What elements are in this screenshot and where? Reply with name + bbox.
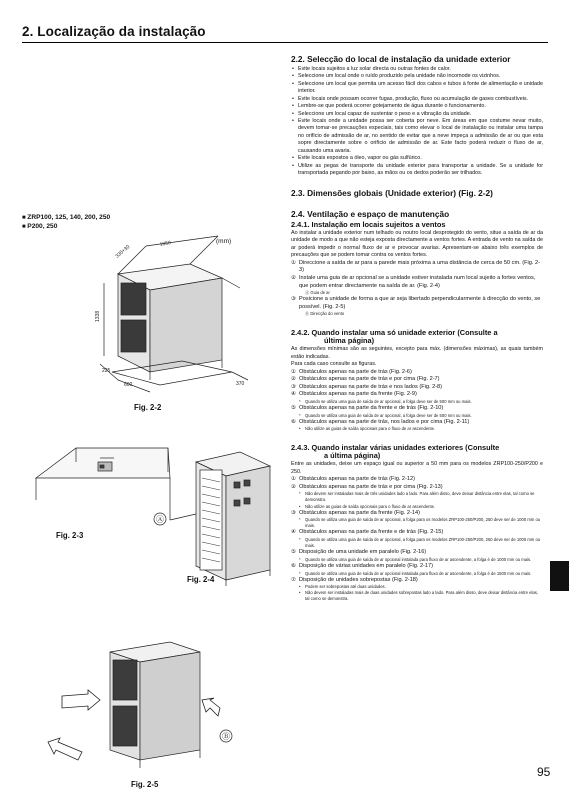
model-line-2: ■ P200, 250: [22, 223, 110, 232]
heading-2-4: 2.4. Ventilação e espaço de manutenção: [291, 209, 450, 220]
figure-caption-2-5: Fig. 2-5: [131, 780, 159, 789]
list-item: ③ Obstáculos apenas na parte da frente (Fig. 2-14): [291, 509, 420, 516]
list-item: ③ Posicione a unidade de forma a que ar seja libertado perpendicularmente à direcção do vento, se possível. (Fig. 2-5): [291, 296, 541, 310]
note: * Quando se utiliza uma guia de saída de ar opcional instalada para fluxo de ar ascendente, a folga é de 1000 mm ou mais.: [291, 557, 543, 563]
note-wind-direction: Ⓑ Direcção do vento: [305, 311, 345, 317]
note: * Quando se utiliza uma guia de saída de ar opcional, a folga deve ser de 500 mm ou mais.: [291, 399, 543, 405]
fig-2-5-wind-drawing: [110, 642, 200, 768]
heading-2-2: 2.2. Selecção do local de instalação da unidade exterior: [291, 54, 511, 64]
paragraph-2-4-1: Ao instalar a unidade exterior num telhado ou noutro local desprotegido do vento, situe a saída de ar da unidade de modo a que não esteja exposta directamente a ventos fortes. A entrada de vento na saída de ar poderá impedir o normal fluxo de ar e provocar avarias. Apresentam-se abaixo três exemplos de precauções que se podem tomar contra os ventos fortes.: [291, 230, 543, 259]
heading-2-4-2: 2.4.2. Quando instalar uma só unidade exterior (Consulte a última página): [291, 327, 498, 346]
dim-width-label: 1050: [159, 240, 172, 248]
dim-370-label: 370: [236, 381, 245, 387]
list-2-4-2: [291, 369, 543, 399]
list-item: ④ Obstáculos apenas na parte da frente (Fig. 2-9): [291, 391, 417, 398]
model-line-1: ■ ZRP100, 125, 140, 200, 250: [22, 214, 110, 223]
fig-2-2-unit-drawing: [100, 236, 248, 392]
list-item: • Evite locais expostos a óleo, vapor ou gás sulfúrico.: [291, 155, 543, 162]
list-item: ② Obstáculos apenas na parte de trás e por cima (Fig. 2-13): [291, 483, 443, 490]
figure-caption-2-2: Fig. 2-2: [134, 403, 162, 412]
list-2-4-1: [291, 260, 543, 290]
list-item: • Evite locais onde a unidade possa ser coberta por neve. Em áreas em que costume nevar muito, devem tomar-se precauções especiais, tais como elevar o local de instalação ou instalar uma tampa no orifício de admissão de ar, no sentido de evitar que a neve impeça a admissão de ar ou que esta sopre directamente sobre o orifício de admissão de ar. Este facto poderá reduzir o fluxo de ar, causando uma avaria.: [291, 118, 543, 155]
list-item: ⑤ Obstáculos apenas na parte da frente e de trás (Fig. 2-10): [291, 405, 444, 412]
language-tab-marker: [550, 561, 569, 591]
page-title: 2. Localização da instalação: [22, 24, 206, 39]
list-item: • Seleccione um local que permita um acesso fácil dos cabos e tubos à fonte de alimentação e unidade interior.: [291, 81, 543, 96]
heading-2-3: 2.3. Dimensões globais (Unidade exterior) (Fig. 2-2): [291, 187, 493, 198]
list-item: ③ Obstáculos apenas na parte de trás e nos lados (Fig. 2-8): [291, 383, 443, 390]
note: • Podem ser sobrepostas até duas unidades.: [291, 584, 543, 590]
list-item: ① Obstáculos apenas na parte de trás (Fig. 2-12): [291, 476, 415, 483]
fig-2-3-rooftop-drawing: [36, 448, 170, 520]
label-b: Ⓑ: [222, 732, 230, 741]
list-item: ⑤ Disposição de uma unidade em paralelo (Fig. 2-16): [291, 549, 427, 556]
unit-label: (mm): [216, 238, 232, 245]
note-air-guide: Ⓐ Guia de ar: [305, 290, 330, 296]
dim-height-label: 1338: [95, 310, 101, 322]
list-item: ② Instale uma guia de ar opcional se a unidade estiver instalada num local sujeito a fortes ventos, que podem entrar directamente na saída de ar. (Fig. 2-4): [291, 275, 536, 289]
text-column: [291, 55, 543, 602]
page-number: 95: [537, 765, 551, 779]
paragraph-2-4-3: Entre as unidades, deixe um espaço igual ou superior a 50 mm para os modelos ZRP100-250/P200 e 250.: [291, 461, 543, 475]
dim-600-label: 600: [124, 382, 133, 388]
list-item: ① Obstáculos apenas na parte de trás (Fig. 2-6): [291, 368, 412, 375]
list-item: • Lembre-se que poderá ocorrer gotejamento de água durante o funcionamento.: [291, 103, 543, 110]
note: * Quando se utiliza uma guia de saída de ar opcional, a folga para os modelos ZRP100-250/P200, 250 deve ser de 1000 mm ou mais.: [291, 537, 543, 549]
list-2-2: [291, 66, 543, 178]
heading-2-4-1: 2.4.1. Instalação em locais sujeitos a ventos: [291, 220, 446, 230]
dim-225-label: 225: [102, 368, 111, 374]
note: • Não utilize as guias de saída opcionais para o fluxo de ar ascendente.: [291, 504, 543, 510]
note: • Não devem ser instaladas mais de duas unidades sobrepostas lado a lado. Para além disso, deve deixar distância entre elas, tal como se demonstra.: [291, 590, 543, 602]
figure-caption-2-4: Fig. 2-4: [187, 575, 215, 584]
paragraph-2-4-2: As dimensões mínimas são as seguintes, excepto para máx. (dimensões máximas), as quais também estão indicadas.: [291, 346, 543, 360]
list-item: ① Direccione a saída de ar para a parede mais próxima a uma distância de cerca de 50 cm. (Fig. 2-3): [291, 259, 540, 274]
list-item: • Evite locais sujeitos a luz solar directa ou outras fontes de calor.: [291, 66, 543, 73]
note: * Quando se utiliza uma guia de saída de ar opcional, a folga deve ser de 500 mm ou mais.: [291, 413, 543, 419]
dim-top-label: 330+30: [114, 244, 132, 260]
list-item: ⑥ Disposição de várias unidades em paralelo (Fig. 2-17): [291, 562, 434, 569]
note: * Não devem ser instaladas mais de três unidades lado a lado. Para além disso, deve deixar distância entre elas, tal como se demonstra.: [291, 491, 543, 503]
heading-2-4-3: 2.4.3. Quando instalar várias unidades exteriores (Consulte a última página): [291, 442, 500, 461]
note: * Quando se utiliza uma guia de saída de ar opcional instalada para fluxo de ar ascendente, a folga é de 1500 mm ou mais.: [291, 571, 543, 577]
paragraph-2-4-2-b: Para cada caso consulte as figuras.: [291, 361, 377, 368]
list-item: ⑦ Disposição de unidades sobrepostas (Fig. 2-18): [291, 576, 418, 583]
label-a: Ⓐ: [156, 515, 164, 524]
list-item: ⑥ Obstáculos apenas na parte de trás, nos lados e por cima (Fig. 2-11): [291, 418, 470, 425]
list-item: • Evite locais onde possam ocorrer fugas, produção, fluxo ou acumulação de gases combustíveis.: [291, 96, 543, 103]
note: • Não utilize as guias de saída opcionais para o fluxo de ar ascendente.: [291, 426, 543, 432]
note: * Quando se utiliza uma guia de saída de ar opcional, a folga para os modelos ZRP100-250/P200, 250 deve ser de 1000 mm ou mais.: [291, 517, 543, 529]
list-item: • Utilize as pegas de transporte da unidade exterior para transportar a unidade. Se a unidade for transportada pegando por baixo, as mãos ou os dedos poderão ser trilhados.: [291, 163, 543, 178]
list-item: • Seleccione um local onde o ruído produzido pela unidade não incomode os vizinhos.: [291, 73, 543, 80]
list-item: • Seleccione um local capaz de sustentar o peso e a vibração da unidade.: [291, 111, 543, 118]
list-item: ② Obstáculos apenas na parte de trás e por cima (Fig. 2-7): [291, 376, 440, 383]
figure-caption-2-3: Fig. 2-3: [56, 531, 84, 540]
list-item: ④ Obstáculos apenas na parte da frente e de trás (Fig. 2-15): [291, 529, 444, 536]
list-2-4-3: [291, 476, 543, 491]
fig-2-4-air-guide-drawing: [170, 452, 270, 586]
